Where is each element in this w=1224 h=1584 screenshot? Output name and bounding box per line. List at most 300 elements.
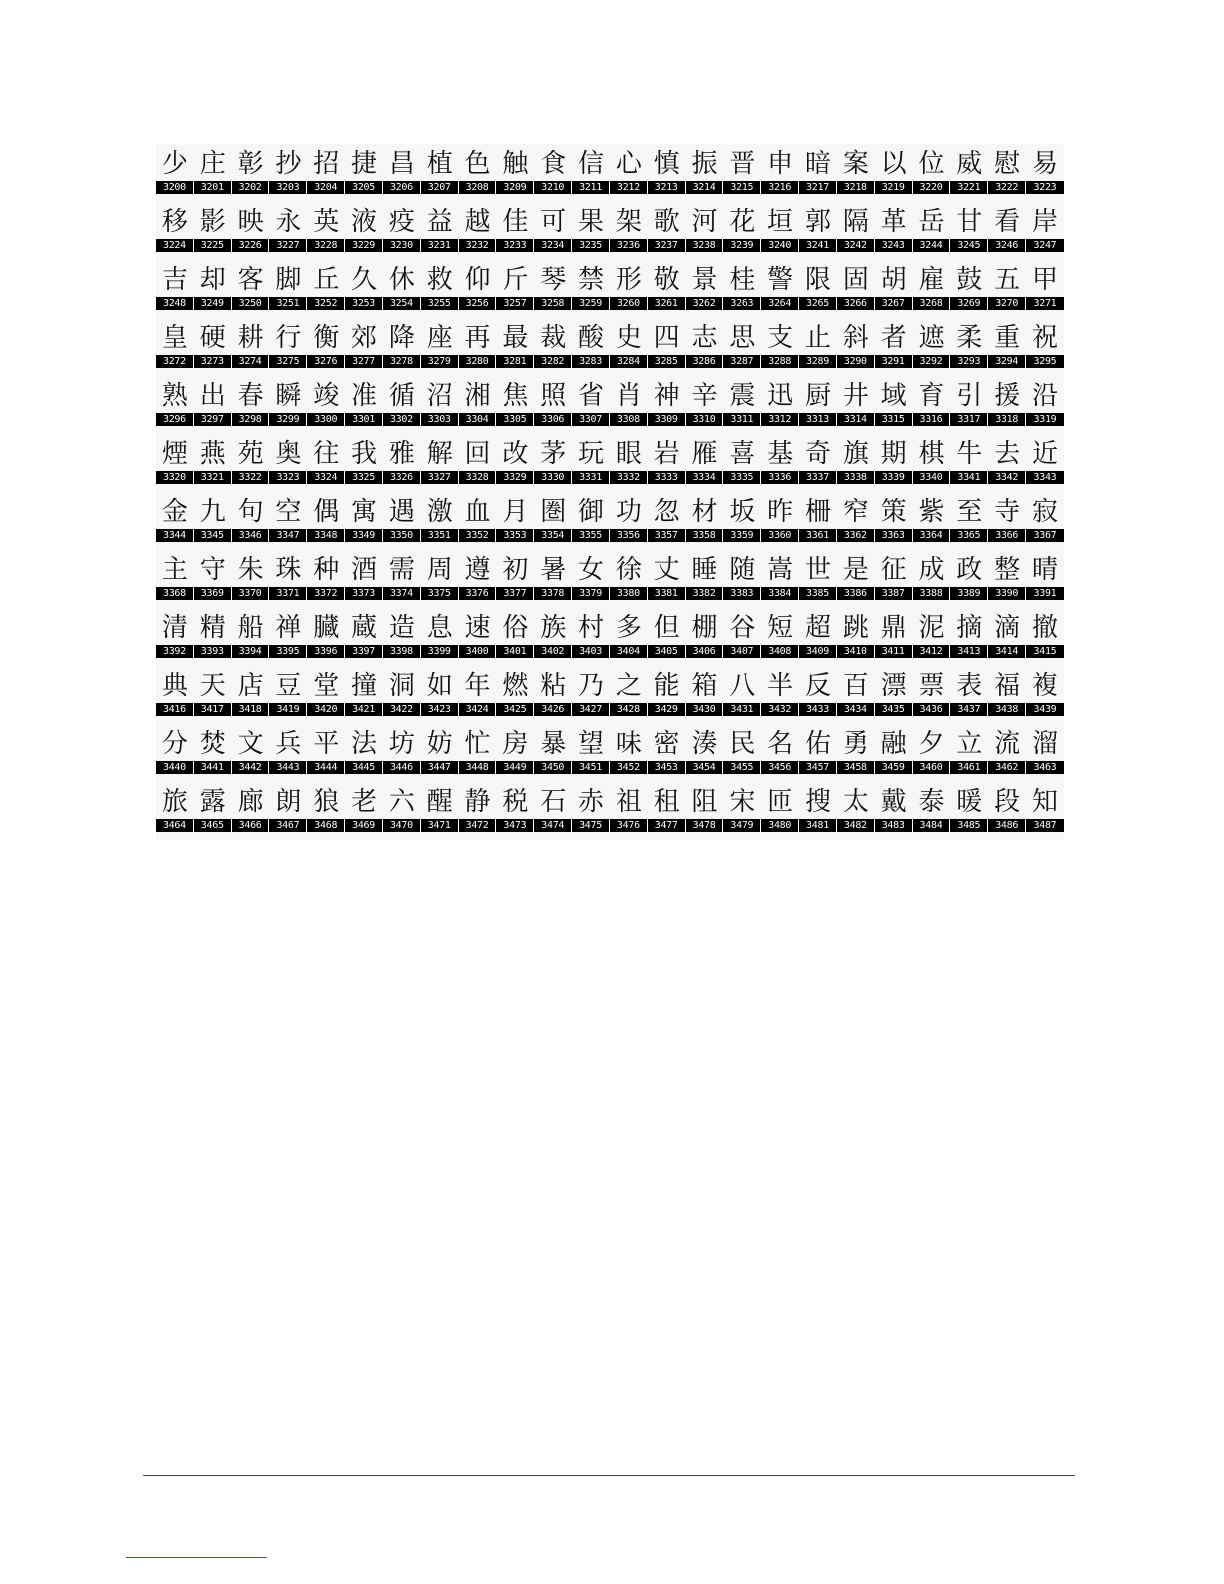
character-glyph: 鼓 (956, 265, 983, 295)
character-glyph: 郭 (804, 207, 831, 237)
character-row (156, 144, 1064, 202)
character-code: 3371 (269, 587, 307, 600)
character-code: 3344 (156, 529, 194, 542)
character-glyph: 永 (275, 207, 302, 237)
character-glyph: 是 (842, 555, 869, 585)
character-glyph: 信 (578, 149, 605, 179)
character-glyph: 初 (502, 555, 529, 585)
character-code: 3430 (686, 703, 724, 716)
character-code: 3221 (950, 181, 988, 194)
character-glyph: 密 (653, 729, 680, 759)
character-glyph: 招 (313, 149, 340, 179)
character-glyph: 融 (880, 729, 907, 759)
character-code: 3451 (572, 761, 610, 774)
code-line (156, 413, 1064, 426)
character-code: 3471 (421, 819, 459, 832)
character-glyph: 能 (653, 671, 680, 701)
character-code: 3265 (799, 297, 837, 310)
character-glyph: 沿 (1031, 381, 1058, 411)
character-glyph: 却 (199, 265, 226, 295)
character-code: 3287 (723, 355, 761, 368)
character-code: 3411 (875, 645, 913, 658)
character-glyph: 静 (464, 787, 491, 817)
character-glyph: 撤 (1031, 613, 1058, 643)
character-glyph: 勇 (842, 729, 869, 759)
character-code: 3250 (232, 297, 270, 310)
character-glyph: 岩 (653, 439, 680, 469)
character-code: 3398 (383, 645, 421, 658)
character-glyph: 暗 (804, 149, 831, 179)
character-glyph: 百 (842, 671, 869, 701)
character-code: 3352 (459, 529, 497, 542)
character-glyph: 船 (237, 613, 264, 643)
character-code: 3485 (950, 819, 988, 832)
character-glyph: 皇 (161, 323, 188, 353)
character-code: 3480 (761, 819, 799, 832)
character-code: 3350 (383, 529, 421, 542)
character-glyph: 休 (388, 265, 415, 295)
character-glyph: 暖 (956, 787, 983, 817)
footnote-divider (126, 1557, 267, 1558)
character-code: 3424 (459, 703, 497, 716)
character-code: 3449 (496, 761, 534, 774)
character-glyph: 案 (842, 149, 869, 179)
character-code: 3462 (988, 761, 1026, 774)
character-glyph: 形 (615, 265, 642, 295)
character-code: 3433 (799, 703, 837, 716)
character-code: 3200 (156, 181, 194, 194)
character-code: 3459 (875, 761, 913, 774)
character-glyph: 段 (994, 787, 1021, 817)
character-glyph: 英 (313, 207, 340, 237)
character-glyph: 六 (388, 787, 415, 817)
character-code: 3247 (1033, 240, 1057, 251)
character-glyph: 位 (918, 149, 945, 179)
footer-divider (143, 1475, 1075, 1476)
character-code: 3233 (496, 239, 534, 252)
character-glyph: 石 (540, 787, 567, 817)
character-code: 3339 (875, 471, 913, 484)
character-code: 3216 (761, 181, 799, 194)
character-glyph: 整 (994, 555, 1021, 585)
character-row (156, 724, 1064, 782)
character-glyph: 硬 (199, 323, 226, 353)
character-glyph: 玩 (578, 439, 605, 469)
character-code: 3227 (269, 239, 307, 252)
character-code: 3318 (988, 413, 1026, 426)
character-glyph: 八 (729, 671, 756, 701)
character-row (156, 434, 1064, 492)
character-glyph: 春 (237, 381, 264, 411)
character-glyph: 世 (804, 555, 831, 585)
character-code: 3316 (913, 413, 951, 426)
character-code: 3412 (913, 645, 951, 658)
character-row (156, 550, 1064, 608)
character-code: 3334 (686, 471, 724, 484)
character-code: 3215 (723, 181, 761, 194)
character-code: 3315 (875, 413, 913, 426)
character-code: 3440 (156, 761, 194, 774)
character-glyph: 租 (653, 787, 680, 817)
character-glyph: 寓 (351, 497, 378, 527)
character-glyph: 宋 (729, 787, 756, 817)
character-code: 3251 (269, 297, 307, 310)
character-code: 3400 (459, 645, 497, 658)
character-glyph: 多 (615, 613, 642, 643)
character-code: 3309 (648, 413, 686, 426)
character-code: 3399 (421, 645, 459, 658)
code-line (156, 355, 1064, 368)
character-code: 3418 (232, 703, 270, 716)
character-code: 3279 (421, 355, 459, 368)
character-glyph: 随 (729, 555, 756, 585)
character-glyph: 息 (426, 613, 453, 643)
character-glyph: 半 (767, 671, 794, 701)
character-glyph: 女 (578, 555, 605, 585)
character-glyph: 者 (880, 323, 907, 353)
character-code: 3296 (156, 413, 194, 426)
character-code: 3267 (875, 297, 913, 310)
character-glyph: 功 (615, 497, 642, 527)
character-glyph: 速 (464, 613, 491, 643)
character-glyph: 看 (994, 207, 1021, 237)
character-code: 3437 (950, 703, 988, 716)
character-code: 3337 (799, 471, 837, 484)
character-row (156, 782, 1064, 840)
character-code: 3475 (572, 819, 610, 832)
character-code: 3271 (1033, 298, 1057, 309)
character-code: 3253 (345, 297, 383, 310)
code-line (156, 239, 1064, 252)
character-code: 3384 (761, 587, 799, 600)
character-glyph: 岸 (1031, 207, 1058, 237)
character-code: 3263 (723, 297, 761, 310)
character-code: 3238 (686, 239, 724, 252)
character-glyph: 禁 (578, 265, 605, 295)
character-code: 3442 (232, 761, 270, 774)
character-code: 3283 (572, 355, 610, 368)
character-code: 3341 (950, 471, 988, 484)
character-code: 3254 (383, 297, 421, 310)
character-glyph: 迅 (767, 381, 794, 411)
character-glyph: 短 (767, 613, 794, 643)
character-code: 3431 (723, 703, 761, 716)
character-code: 3330 (534, 471, 572, 484)
character-glyph: 阻 (691, 787, 718, 817)
character-glyph: 立 (956, 729, 983, 759)
character-glyph: 票 (918, 671, 945, 701)
character-glyph: 雅 (388, 439, 415, 469)
character-glyph: 桂 (729, 265, 756, 295)
character-code: 3380 (610, 587, 648, 600)
character-code: 3311 (723, 413, 761, 426)
character-code: 3461 (950, 761, 988, 774)
character-glyph: 禅 (275, 613, 302, 643)
character-glyph: 流 (994, 729, 1021, 759)
character-glyph: 斤 (502, 265, 529, 295)
character-code: 3224 (156, 239, 194, 252)
character-glyph: 守 (199, 555, 226, 585)
character-glyph: 肖 (615, 381, 642, 411)
character-code: 3486 (988, 819, 1026, 832)
character-code: 3205 (345, 181, 383, 194)
character-glyph: 近 (1031, 439, 1058, 469)
character-glyph: 丘 (313, 265, 340, 295)
code-line (156, 761, 1064, 774)
character-code: 3346 (232, 529, 270, 542)
character-code: 3305 (496, 413, 534, 426)
character-code: 3357 (648, 529, 686, 542)
character-code: 3406 (686, 645, 724, 658)
character-code: 3257 (496, 297, 534, 310)
character-glyph: 喜 (729, 439, 756, 469)
character-glyph: 衡 (313, 323, 340, 353)
character-glyph: 洞 (388, 671, 415, 701)
character-glyph: 文 (237, 729, 264, 759)
character-code: 3355 (572, 529, 610, 542)
character-glyph: 超 (804, 613, 831, 643)
character-code: 3278 (383, 355, 421, 368)
character-code: 3231 (421, 239, 459, 252)
character-code: 3204 (307, 181, 345, 194)
character-glyph: 堂 (313, 671, 340, 701)
character-code: 3245 (950, 239, 988, 252)
character-code: 3302 (383, 413, 421, 426)
character-code: 3252 (307, 297, 345, 310)
character-glyph: 省 (578, 381, 605, 411)
character-glyph: 泥 (918, 613, 945, 643)
character-glyph: 旗 (842, 439, 869, 469)
character-code: 3209 (496, 181, 534, 194)
character-glyph: 寂 (1031, 497, 1058, 527)
character-code: 3239 (723, 239, 761, 252)
character-glyph: 燕 (199, 439, 226, 469)
character-code: 3218 (837, 181, 875, 194)
character-glyph: 豆 (275, 671, 302, 701)
character-glyph: 隔 (842, 207, 869, 237)
character-code: 3268 (913, 297, 951, 310)
character-glyph: 昨 (767, 497, 794, 527)
character-glyph: 花 (729, 207, 756, 237)
character-glyph: 坂 (729, 497, 756, 527)
character-glyph: 遵 (464, 555, 491, 585)
character-code: 3390 (988, 587, 1026, 600)
character-glyph: 警 (767, 265, 794, 295)
character-code: 3312 (761, 413, 799, 426)
character-code: 3322 (232, 471, 270, 484)
character-glyph: 清 (161, 613, 188, 643)
character-glyph: 暑 (540, 555, 567, 585)
character-code: 3473 (496, 819, 534, 832)
character-code: 3385 (799, 587, 837, 600)
glyph-line (156, 550, 1064, 587)
glyph-line (156, 608, 1064, 645)
character-glyph: 周 (426, 555, 453, 585)
character-code: 3340 (913, 471, 951, 484)
character-code: 3273 (194, 355, 232, 368)
character-code: 3214 (686, 181, 724, 194)
character-code: 3325 (345, 471, 383, 484)
character-glyph: 祖 (615, 787, 642, 817)
character-code: 3333 (648, 471, 686, 484)
character-glyph: 革 (880, 207, 907, 237)
character-code: 3290 (837, 355, 875, 368)
character-code: 3441 (194, 761, 232, 774)
character-glyph: 兵 (275, 729, 302, 759)
character-code: 3362 (837, 529, 875, 542)
character-code: 3313 (799, 413, 837, 426)
character-glyph: 望 (578, 729, 605, 759)
character-code: 3382 (686, 587, 724, 600)
character-glyph: 竣 (313, 381, 340, 411)
character-glyph: 可 (540, 207, 567, 237)
character-code: 3201 (194, 181, 232, 194)
character-glyph: 抄 (275, 149, 302, 179)
character-row (156, 608, 1064, 666)
character-glyph: 材 (691, 497, 718, 527)
character-glyph: 嵩 (767, 555, 794, 585)
character-glyph: 期 (880, 439, 907, 469)
character-code: 3261 (648, 297, 686, 310)
character-glyph: 九 (199, 497, 226, 527)
character-glyph: 移 (161, 207, 188, 237)
character-code: 3438 (988, 703, 1026, 716)
character-glyph: 五 (994, 265, 1021, 295)
character-code: 3447 (421, 761, 459, 774)
character-code: 3203 (269, 181, 307, 194)
character-glyph: 需 (388, 555, 415, 585)
character-glyph: 徐 (615, 555, 642, 585)
character-code: 3280 (459, 355, 497, 368)
character-code: 3425 (496, 703, 534, 716)
character-glyph: 焚 (199, 729, 226, 759)
character-code: 3345 (194, 529, 232, 542)
character-glyph: 溜 (1031, 729, 1058, 759)
code-line (156, 297, 1064, 310)
character-code: 3324 (307, 471, 345, 484)
character-glyph: 河 (691, 207, 718, 237)
glyph-line (156, 376, 1064, 413)
character-glyph: 仰 (464, 265, 491, 295)
character-glyph: 俗 (502, 613, 529, 643)
character-glyph: 客 (237, 265, 264, 295)
character-glyph: 甲 (1031, 265, 1058, 295)
character-glyph: 慎 (653, 149, 680, 179)
character-glyph: 神 (653, 381, 680, 411)
character-code: 3381 (648, 587, 686, 600)
character-code: 3369 (194, 587, 232, 600)
glyph-line (156, 202, 1064, 239)
character-code: 3284 (610, 355, 648, 368)
character-code: 3402 (534, 645, 572, 658)
character-glyph: 但 (653, 613, 680, 643)
character-code: 3277 (345, 355, 383, 368)
character-code: 3443 (269, 761, 307, 774)
character-glyph: 狼 (313, 787, 340, 817)
character-code: 3258 (534, 297, 572, 310)
character-glyph: 表 (956, 671, 983, 701)
character-code: 3299 (269, 413, 307, 426)
character-glyph: 支 (767, 323, 794, 353)
character-code: 3259 (572, 297, 610, 310)
glyph-line (156, 434, 1064, 471)
character-glyph: 煙 (161, 439, 188, 469)
character-glyph: 月 (502, 497, 529, 527)
character-glyph: 策 (880, 497, 907, 527)
character-glyph: 激 (426, 497, 453, 527)
character-glyph: 天 (199, 671, 226, 701)
character-glyph: 色 (464, 149, 491, 179)
code-line (156, 471, 1064, 484)
character-code: 3291 (875, 355, 913, 368)
character-glyph: 搜 (804, 787, 831, 817)
character-code: 3310 (686, 413, 724, 426)
character-code: 3365 (950, 529, 988, 542)
character-glyph: 再 (464, 323, 491, 353)
character-glyph: 坊 (388, 729, 415, 759)
character-code: 3307 (572, 413, 610, 426)
character-glyph: 摘 (956, 613, 983, 643)
character-code: 3246 (988, 239, 1026, 252)
character-glyph: 郊 (351, 323, 378, 353)
character-glyph: 酸 (578, 323, 605, 353)
character-glyph: 臓 (313, 613, 340, 643)
character-code: 3452 (610, 761, 648, 774)
character-glyph: 久 (351, 265, 378, 295)
character-code: 3335 (723, 471, 761, 484)
character-code: 3415 (1033, 646, 1057, 657)
character-code: 3300 (307, 413, 345, 426)
character-code: 3375 (421, 587, 459, 600)
character-code: 3383 (723, 587, 761, 600)
character-glyph: 斜 (842, 323, 869, 353)
character-code: 3419 (269, 703, 307, 716)
character-code: 3391 (1033, 588, 1057, 599)
code-line (156, 645, 1064, 658)
character-code: 3448 (459, 761, 497, 774)
character-glyph: 平 (313, 729, 340, 759)
character-code: 3319 (1033, 414, 1057, 425)
character-code: 3374 (383, 587, 421, 600)
character-code: 3275 (269, 355, 307, 368)
character-code: 3472 (459, 819, 497, 832)
character-code: 3363 (875, 529, 913, 542)
character-code: 3323 (269, 471, 307, 484)
character-code: 3306 (534, 413, 572, 426)
character-glyph: 法 (351, 729, 378, 759)
character-code: 3241 (799, 239, 837, 252)
character-code: 3270 (988, 297, 1026, 310)
character-glyph: 福 (994, 671, 1021, 701)
character-glyph: 域 (880, 381, 907, 411)
character-code: 3298 (232, 413, 270, 426)
character-glyph: 照 (540, 381, 567, 411)
character-glyph: 露 (199, 787, 226, 817)
character-glyph: 奇 (804, 439, 831, 469)
character-code: 3349 (345, 529, 383, 542)
character-glyph: 行 (275, 323, 302, 353)
code-line (156, 819, 1064, 832)
character-code: 3455 (723, 761, 761, 774)
character-glyph: 井 (842, 381, 869, 411)
character-code: 3410 (837, 645, 875, 658)
character-glyph: 珠 (275, 555, 302, 585)
character-code: 3386 (837, 587, 875, 600)
character-code: 3226 (232, 239, 270, 252)
character-glyph: 店 (237, 671, 264, 701)
character-glyph: 最 (502, 323, 529, 353)
character-code: 3331 (572, 471, 610, 484)
